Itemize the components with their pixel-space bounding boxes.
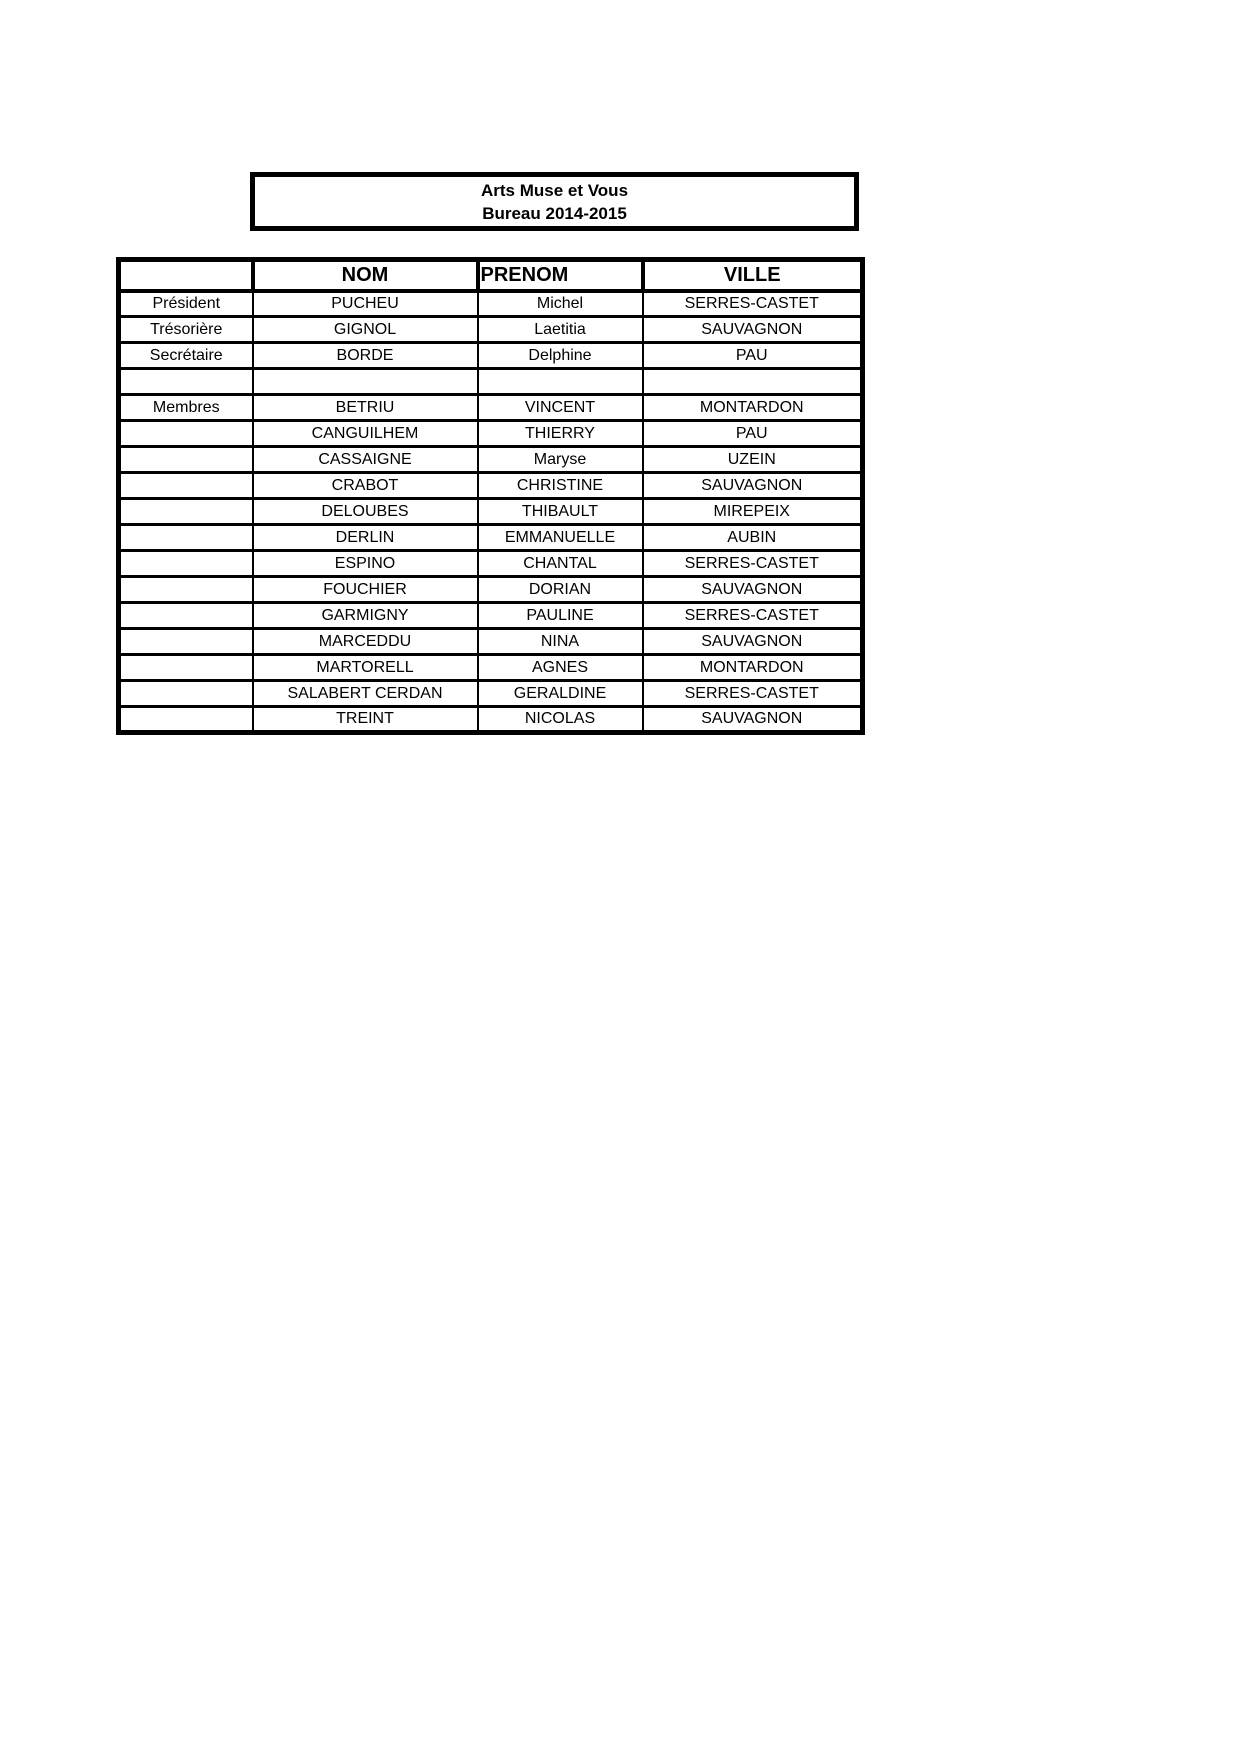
ville-cell: SERRES-CASTET	[643, 551, 863, 577]
table-row	[119, 447, 863, 473]
ville-cell: UZEIN	[643, 447, 863, 473]
nom-cell: MARTORELL	[253, 655, 478, 681]
role-cell	[119, 525, 253, 551]
table-row	[119, 551, 863, 577]
ville-cell: PAU	[643, 343, 863, 369]
table-row	[119, 317, 863, 343]
ville-cell: SAUVAGNON	[643, 629, 863, 655]
table-row	[119, 681, 863, 707]
role-cell	[119, 551, 253, 577]
nom-cell: BORDE	[253, 343, 478, 369]
prenom-cell: AGNES	[478, 655, 643, 681]
ville-cell: AUBIN	[643, 525, 863, 551]
prenom-cell: NICOLAS	[478, 707, 643, 733]
nom-cell: PUCHEU	[253, 291, 478, 317]
nom-cell: MARCEDDU	[253, 629, 478, 655]
prenom-cell: NINA	[478, 629, 643, 655]
prenom-cell: PAULINE	[478, 603, 643, 629]
table-row	[119, 577, 863, 603]
role-cell	[119, 655, 253, 681]
title-line-2: Bureau 2014-2015	[482, 203, 627, 223]
table-row	[119, 421, 863, 447]
table-row	[119, 655, 863, 681]
ville-cell: SAUVAGNON	[643, 707, 863, 733]
role-cell	[119, 447, 253, 473]
prenom-cell: THIERRY	[478, 421, 643, 447]
ville-cell: SERRES-CASTET	[643, 291, 863, 317]
table-row	[119, 291, 863, 317]
nom-cell: FOUCHIER	[253, 577, 478, 603]
nom-cell: GARMIGNY	[253, 603, 478, 629]
title-box	[250, 172, 859, 231]
nom-cell	[253, 369, 478, 395]
nom-cell: GIGNOL	[253, 317, 478, 343]
prenom-cell	[478, 369, 643, 395]
ville-cell: SAUVAGNON	[643, 317, 863, 343]
ville-cell: SERRES-CASTET	[643, 681, 863, 707]
role-cell	[119, 629, 253, 655]
table-row	[119, 629, 863, 655]
column-header-ville: VILLE	[643, 260, 863, 291]
prenom-cell: Michel	[478, 291, 643, 317]
table-row	[119, 369, 863, 395]
title-line-1: Arts Muse et Vous	[480, 180, 629, 200]
role-cell	[119, 499, 253, 525]
role-cell	[119, 603, 253, 629]
column-header-prenom: PRENOM	[478, 260, 643, 291]
ville-cell: SAUVAGNON	[643, 473, 863, 499]
prenom-cell: Delphine	[478, 343, 643, 369]
role-cell: Secrétaire	[119, 343, 253, 369]
prenom-cell: CHANTAL	[478, 551, 643, 577]
ville-cell: SAUVAGNON	[643, 577, 863, 603]
nom-cell: ESPINO	[253, 551, 478, 577]
prenom-cell: THIBAULT	[478, 499, 643, 525]
prenom-cell: GERALDINE	[478, 681, 643, 707]
nom-cell: DELOUBES	[253, 499, 478, 525]
table-row	[119, 525, 863, 551]
prenom-cell: Maryse	[478, 447, 643, 473]
members-table	[116, 257, 865, 735]
nom-cell: TREINT	[253, 707, 478, 733]
role-cell	[119, 421, 253, 447]
nom-cell: BETRIU	[253, 395, 478, 421]
ville-cell: PAU	[643, 421, 863, 447]
prenom-cell: CHRISTINE	[478, 473, 643, 499]
role-cell	[119, 707, 253, 733]
prenom-cell: VINCENT	[478, 395, 643, 421]
role-cell: Trésorière	[119, 317, 253, 343]
role-cell: Membres	[119, 395, 253, 421]
nom-cell: CRABOT	[253, 473, 478, 499]
nom-cell: SALABERT CERDAN	[253, 681, 478, 707]
table-row	[119, 395, 863, 421]
ville-cell: MONTARDON	[643, 395, 863, 421]
nom-cell: CASSAIGNE	[253, 447, 478, 473]
table-row	[119, 603, 863, 629]
table-row	[119, 343, 863, 369]
ville-cell: MIREPEIX	[643, 499, 863, 525]
role-cell	[119, 369, 253, 395]
nom-cell: DERLIN	[253, 525, 478, 551]
ville-cell: MONTARDON	[643, 655, 863, 681]
column-header-nom: NOM	[253, 260, 478, 291]
role-cell: Président	[119, 291, 253, 317]
table-row	[119, 473, 863, 499]
header-row	[119, 260, 863, 291]
column-header-role	[119, 260, 253, 291]
prenom-cell: Laetitia	[478, 317, 643, 343]
ville-cell	[643, 369, 863, 395]
prenom-cell: EMMANUELLE	[478, 525, 643, 551]
ville-cell: SERRES-CASTET	[643, 603, 863, 629]
prenom-cell: DORIAN	[478, 577, 643, 603]
role-cell	[119, 681, 253, 707]
table-row	[119, 499, 863, 525]
role-cell	[119, 473, 253, 499]
role-cell	[119, 577, 253, 603]
nom-cell: CANGUILHEM	[253, 421, 478, 447]
table-row	[119, 707, 863, 733]
